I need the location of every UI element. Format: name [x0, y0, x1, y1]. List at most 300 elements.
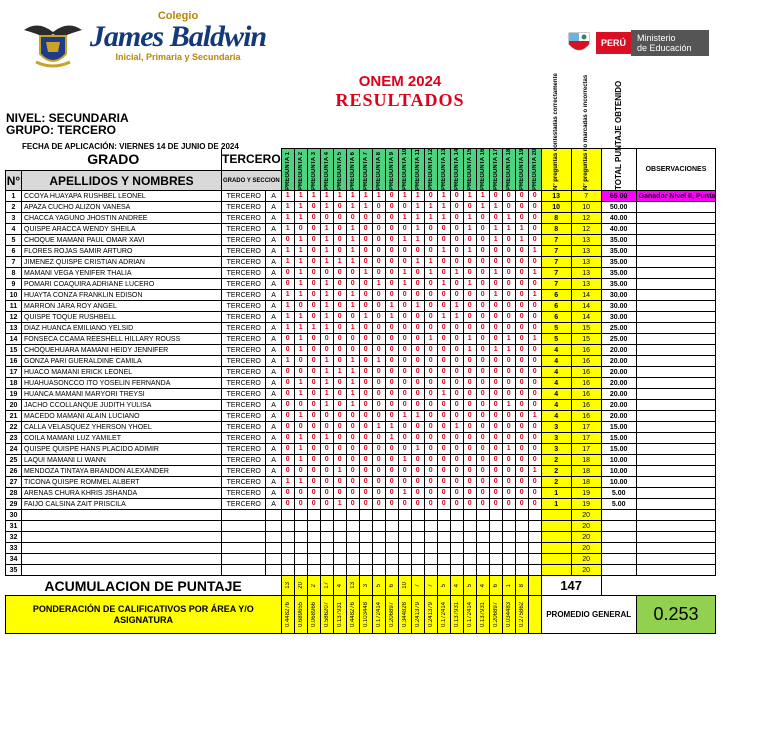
level-info — [6, 112, 129, 136]
answer-cell: 0 — [450, 213, 463, 224]
answer-cell: 1 — [437, 213, 450, 224]
question-header-5 — [333, 149, 346, 191]
incorrect-count: 20 — [571, 510, 601, 521]
answer-cell: 0 — [489, 213, 502, 224]
student-row — [6, 334, 716, 345]
answer-cell: 0 — [502, 378, 515, 389]
empty-cell — [450, 532, 463, 543]
answer-cell: 0 — [307, 367, 320, 378]
empty-cell — [294, 543, 307, 554]
answer-cell: 0 — [385, 455, 398, 466]
student-name: FLORES ROJAS SAMIR ARTURO — [22, 246, 222, 257]
observation — [636, 268, 716, 279]
answer-cell: 1 — [398, 268, 411, 279]
answer-cell: 0 — [515, 389, 528, 400]
total-score — [601, 554, 636, 565]
answer-cell: 1 — [411, 411, 424, 422]
answer-cell: 1 — [281, 312, 294, 323]
empty-cell — [437, 510, 450, 521]
answer-cell: 0 — [424, 499, 437, 510]
student-seccion: A — [266, 334, 281, 345]
accumulation-number: 4 — [453, 583, 460, 588]
answer-cell: 0 — [424, 323, 437, 334]
empty-cell — [437, 543, 450, 554]
answer-cell: 0 — [528, 400, 541, 411]
answer-cell: 0 — [281, 499, 294, 510]
correct-count — [541, 521, 571, 532]
answer-cell: 1 — [411, 444, 424, 455]
incorrect-count: 20 — [571, 521, 601, 532]
empty-cell — [266, 565, 281, 576]
accumulation-value — [307, 576, 320, 596]
ponderacion-value — [489, 596, 502, 634]
correct-count: 5 — [541, 323, 571, 334]
answer-cell: 1 — [346, 257, 359, 268]
answer-cell: 0 — [528, 422, 541, 433]
answer-cell: 1 — [346, 378, 359, 389]
answer-cell: 0 — [515, 367, 528, 378]
answer-cell: 0 — [450, 477, 463, 488]
answer-cell: 0 — [463, 488, 476, 499]
student-name: DIAZ HUANCA EMILIANO YELSID — [22, 323, 222, 334]
student-seccion: A — [266, 422, 281, 433]
promedio-label: PROMEDIO GENERAL — [541, 596, 636, 634]
answer-cell: 0 — [489, 367, 502, 378]
answer-cell: 0 — [307, 246, 320, 257]
question-header-label: PREGUNTA 18 — [505, 148, 512, 190]
incorrect-count: 19 — [571, 488, 601, 499]
ponderacion-number: 0.068966 — [310, 601, 317, 628]
student-grado: TERCERO — [222, 422, 266, 433]
answer-cell: 1 — [372, 422, 385, 433]
answer-cell: 1 — [450, 312, 463, 323]
answer-cell: 0 — [489, 455, 502, 466]
answer-cell: 1 — [281, 301, 294, 312]
student-row — [6, 411, 716, 422]
row-number: 4 — [6, 224, 22, 235]
answer-cell: 0 — [359, 334, 372, 345]
incorrect-count: 13 — [571, 257, 601, 268]
answer-cell: 0 — [528, 213, 541, 224]
student-seccion: A — [266, 257, 281, 268]
answer-cell: 0 — [424, 235, 437, 246]
answer-cell: 1 — [372, 356, 385, 367]
answer-cell: 0 — [372, 257, 385, 268]
answer-cell: 1 — [294, 191, 307, 202]
answer-cell: 0 — [359, 367, 372, 378]
empty-cell — [489, 554, 502, 565]
student-grado: TERCERO — [222, 433, 266, 444]
answer-cell: 0 — [320, 213, 333, 224]
row-number: 10 — [6, 290, 22, 301]
answer-cell: 0 — [385, 389, 398, 400]
accumulation-total: 147 — [541, 576, 601, 596]
answer-cell: 0 — [476, 477, 489, 488]
answer-cell: 0 — [320, 334, 333, 345]
answer-cell: 1 — [463, 213, 476, 224]
student-seccion: A — [266, 466, 281, 477]
total-score: 5.00 — [601, 499, 636, 510]
student-grado: TERCERO — [222, 444, 266, 455]
answer-cell: 0 — [333, 268, 346, 279]
accumulation-value — [450, 576, 463, 596]
answer-cell: 1 — [294, 235, 307, 246]
row-number: 35 — [6, 565, 22, 576]
answer-cell: 1 — [528, 268, 541, 279]
answer-cell: 0 — [307, 422, 320, 433]
accumulation-value — [294, 576, 307, 596]
observation — [636, 224, 716, 235]
incorrect-count: 15 — [571, 334, 601, 345]
correct-count: 7 — [541, 268, 571, 279]
student-row — [6, 356, 716, 367]
answer-cell: 0 — [411, 268, 424, 279]
student-name: QUISPE TOQUE RUSHBELL — [22, 312, 222, 323]
answer-cell: 0 — [307, 356, 320, 367]
answer-cell: 0 — [307, 345, 320, 356]
student-row — [6, 224, 716, 235]
answer-cell: 0 — [385, 213, 398, 224]
answer-cell: 1 — [346, 191, 359, 202]
answer-cell: 0 — [359, 246, 372, 257]
empty-cell — [528, 565, 541, 576]
incorrect-count: 18 — [571, 455, 601, 466]
correct-count — [541, 532, 571, 543]
accumulation-value — [515, 576, 528, 596]
answer-cell: 0 — [307, 279, 320, 290]
answer-cell: 0 — [398, 323, 411, 334]
answer-cell: 1 — [294, 477, 307, 488]
accumulation-number: 6 — [388, 583, 395, 588]
student-seccion: A — [266, 279, 281, 290]
student-seccion: A — [266, 290, 281, 301]
answer-cell: 0 — [281, 488, 294, 499]
answer-cell: 1 — [294, 290, 307, 301]
answer-cell: 0 — [372, 378, 385, 389]
student-row — [6, 466, 716, 477]
answer-cell: 0 — [281, 378, 294, 389]
answer-cell: 0 — [372, 312, 385, 323]
answer-cell: 1 — [411, 301, 424, 312]
empty-cell — [502, 532, 515, 543]
student-grado: TERCERO — [222, 345, 266, 356]
answer-cell: 0 — [450, 400, 463, 411]
answer-cell: 0 — [450, 279, 463, 290]
answer-cell: 0 — [450, 224, 463, 235]
answer-cell: 0 — [346, 268, 359, 279]
incorrect-count: 16 — [571, 345, 601, 356]
answer-cell: 0 — [385, 290, 398, 301]
question-header-label: PREGUNTA 9 — [388, 151, 395, 190]
answer-cell: 0 — [528, 444, 541, 455]
answer-cell: 0 — [411, 356, 424, 367]
ministry-logo — [566, 30, 709, 56]
empty-cell — [281, 510, 294, 521]
empty-cell — [294, 521, 307, 532]
answer-cell: 0 — [502, 455, 515, 466]
empty-cell — [476, 543, 489, 554]
observations-header: OBSERVACIONES — [636, 149, 716, 191]
incorrect-count: 20 — [571, 532, 601, 543]
total-score: 35.00 — [601, 279, 636, 290]
correct-count: 13 — [541, 191, 571, 202]
answer-cell: 0 — [385, 257, 398, 268]
answer-cell: 0 — [359, 433, 372, 444]
student-name: JIMENEZ QUISPE CRISTIAN ADRIAN — [22, 257, 222, 268]
observation — [636, 499, 716, 510]
answer-cell: 0 — [528, 279, 541, 290]
answer-cell: 0 — [502, 257, 515, 268]
empty-cell — [307, 510, 320, 521]
answer-cell: 0 — [502, 367, 515, 378]
answer-cell: 0 — [515, 444, 528, 455]
answer-cell: 1 — [385, 433, 398, 444]
answer-cell: 0 — [372, 235, 385, 246]
answer-cell: 1 — [372, 191, 385, 202]
student-name: HUANCA MAMANI MARYORI TREYSI — [22, 389, 222, 400]
empty-cell — [515, 543, 528, 554]
empty-cell — [266, 543, 281, 554]
answer-cell: 1 — [281, 477, 294, 488]
accumulation-value — [476, 576, 489, 596]
student-name: MAMANI VEGA YENIFER THALIA — [22, 268, 222, 279]
answer-cell: 0 — [476, 301, 489, 312]
ponderacion-row — [6, 596, 716, 634]
empty-cell — [372, 521, 385, 532]
answer-cell: 1 — [385, 301, 398, 312]
answer-cell: 1 — [281, 191, 294, 202]
total-score: 20.00 — [601, 356, 636, 367]
empty-cell — [294, 532, 307, 543]
incorrect-count: 16 — [571, 367, 601, 378]
answer-cell: 1 — [346, 290, 359, 301]
empty-cell — [22, 543, 222, 554]
empty-cell — [398, 521, 411, 532]
answer-cell: 1 — [450, 268, 463, 279]
incorrect-count: 14 — [571, 290, 601, 301]
answer-cell: 0 — [294, 224, 307, 235]
answer-cell: 0 — [515, 411, 528, 422]
empty-cell — [463, 565, 476, 576]
student-row — [6, 257, 716, 268]
student-row — [6, 191, 716, 202]
correct-count — [541, 565, 571, 576]
answer-cell: 1 — [489, 235, 502, 246]
answer-cell: 0 — [281, 334, 294, 345]
answer-cell: 0 — [437, 290, 450, 301]
incorrect-count: 16 — [571, 389, 601, 400]
answer-cell: 0 — [333, 378, 346, 389]
answer-cell: 0 — [411, 389, 424, 400]
student-name: CALLA VELASQUEZ YHERSON YHOEL — [22, 422, 222, 433]
answer-cell: 0 — [437, 235, 450, 246]
answer-cell: 1 — [437, 389, 450, 400]
accumulation-number: 4 — [336, 583, 343, 588]
student-name: TICONA QUISPE ROMMEL ALBERT — [22, 477, 222, 488]
nivel-label: NIVEL: SECUNDARIA — [6, 111, 129, 125]
row-number: 29 — [6, 499, 22, 510]
answer-cell: 0 — [489, 312, 502, 323]
answer-cell: 0 — [333, 224, 346, 235]
answer-cell: 1 — [320, 356, 333, 367]
empty-cell — [307, 565, 320, 576]
answer-cell: 0 — [450, 499, 463, 510]
school-prefix: Colegio — [157, 10, 199, 22]
question-header-12 — [424, 149, 437, 191]
answer-cell: 0 — [476, 389, 489, 400]
answer-cell: 0 — [476, 488, 489, 499]
answer-cell: 1 — [320, 378, 333, 389]
answer-cell: 0 — [515, 279, 528, 290]
answer-cell: 0 — [320, 499, 333, 510]
answer-cell: 0 — [346, 334, 359, 345]
incorrect-count: 16 — [571, 356, 601, 367]
answer-cell: 0 — [515, 268, 528, 279]
answer-cell: 0 — [489, 378, 502, 389]
answer-cell: 0 — [346, 279, 359, 290]
row-number: 17 — [6, 367, 22, 378]
answer-cell: 0 — [281, 433, 294, 444]
observation — [636, 301, 716, 312]
student-seccion: A — [266, 378, 281, 389]
answer-cell: 0 — [320, 345, 333, 356]
accumulation-label: ACUMULACION DE PUNTAJE — [6, 576, 282, 596]
answer-cell: 0 — [515, 345, 528, 356]
row-number: 11 — [6, 301, 22, 312]
answer-cell: 1 — [294, 345, 307, 356]
answer-cell: 0 — [502, 499, 515, 510]
question-header-label: PREGUNTA 15 — [466, 148, 473, 190]
correct-count: 7 — [541, 246, 571, 257]
answer-cell: 0 — [333, 400, 346, 411]
answer-cell: 0 — [372, 455, 385, 466]
student-row — [6, 279, 716, 290]
answer-cell: 0 — [307, 334, 320, 345]
answer-cell: 0 — [398, 356, 411, 367]
answer-cell: 1 — [281, 290, 294, 301]
total-score: 20.00 — [601, 400, 636, 411]
answer-cell: 1 — [294, 389, 307, 400]
answer-cell: 0 — [359, 301, 372, 312]
empty-cell — [515, 565, 528, 576]
answer-cell: 0 — [307, 499, 320, 510]
answer-cell: 0 — [385, 323, 398, 334]
incorrect-count: 14 — [571, 301, 601, 312]
empty-row — [6, 554, 716, 565]
answer-cell: 1 — [528, 466, 541, 477]
ponderacion-number: 0.034483 — [505, 601, 512, 628]
answer-cell: 1 — [359, 268, 372, 279]
accumulation-value — [424, 576, 437, 596]
answer-cell: 0 — [307, 301, 320, 312]
answer-cell: 0 — [359, 455, 372, 466]
question-header-label: PREGUNTA 13 — [440, 148, 447, 190]
question-header-label: PREGUNTA 10 — [401, 148, 408, 190]
answer-cell: 0 — [450, 378, 463, 389]
answer-cell: 0 — [528, 433, 541, 444]
row-number: 5 — [6, 235, 22, 246]
empty-row — [6, 510, 716, 521]
ponderacion-value — [333, 596, 346, 634]
question-header-label: PREGUNTA 6 — [349, 151, 356, 190]
accumulation-number: 2 — [310, 583, 317, 588]
student-grado: TERCERO — [222, 191, 266, 202]
empty-cell — [450, 565, 463, 576]
answer-cell: 0 — [320, 488, 333, 499]
empty-cell — [411, 554, 424, 565]
answer-cell: 0 — [450, 345, 463, 356]
answer-cell: 0 — [333, 433, 346, 444]
empty-cell — [385, 510, 398, 521]
row-number: 8 — [6, 268, 22, 279]
student-grado: TERCERO — [222, 235, 266, 246]
answer-cell: 1 — [502, 213, 515, 224]
accumulation-number: 7 — [414, 583, 421, 588]
answer-cell: 0 — [398, 466, 411, 477]
answer-cell: 0 — [372, 400, 385, 411]
answer-cell: 1 — [411, 224, 424, 235]
answer-cell: 1 — [528, 334, 541, 345]
answer-cell: 0 — [437, 378, 450, 389]
answer-cell: 1 — [476, 202, 489, 213]
answer-cell: 0 — [333, 356, 346, 367]
empty-cell — [489, 532, 502, 543]
answer-cell: 0 — [281, 268, 294, 279]
empty-cell — [307, 521, 320, 532]
answer-cell: 1 — [320, 389, 333, 400]
empty-cell — [437, 554, 450, 565]
answer-cell: 1 — [398, 191, 411, 202]
question-header-label: PREGUNTA 11 — [414, 148, 421, 190]
empty-cell — [411, 565, 424, 576]
student-name: MENDOZA TINTAYA BRANDON ALEXANDER — [22, 466, 222, 477]
observation — [636, 257, 716, 268]
answer-cell: 0 — [411, 422, 424, 433]
correct-count: 3 — [541, 422, 571, 433]
answer-cell: 0 — [437, 466, 450, 477]
student-name: APAZA CUCHO ALIZON VANESA — [22, 202, 222, 213]
answer-cell: 0 — [502, 466, 515, 477]
answer-cell: 0 — [437, 400, 450, 411]
student-grado: TERCERO — [222, 400, 266, 411]
row-number: 34 — [6, 554, 22, 565]
answer-cell: 0 — [333, 455, 346, 466]
answer-cell: 0 — [411, 499, 424, 510]
answer-cell: 1 — [398, 213, 411, 224]
student-grado: TERCERO — [222, 455, 266, 466]
answer-cell: 0 — [346, 213, 359, 224]
answer-cell: 0 — [333, 312, 346, 323]
student-seccion: A — [266, 312, 281, 323]
student-grado: TERCERO — [222, 323, 266, 334]
answer-cell: 0 — [333, 202, 346, 213]
empty-cell — [333, 532, 346, 543]
answer-cell: 0 — [411, 400, 424, 411]
empty-cell — [346, 521, 359, 532]
answer-cell: 0 — [294, 488, 307, 499]
answer-cell: 0 — [372, 499, 385, 510]
answer-cell: 0 — [333, 389, 346, 400]
empty-cell — [424, 554, 437, 565]
school-logo — [88, 10, 268, 80]
answer-cell: 0 — [528, 367, 541, 378]
student-row — [6, 301, 716, 312]
student-grado: TERCERO — [222, 213, 266, 224]
student-grado: TERCERO — [222, 279, 266, 290]
answer-cell: 1 — [333, 466, 346, 477]
total-score: 30.00 — [601, 290, 636, 301]
answer-cell: 0 — [320, 411, 333, 422]
